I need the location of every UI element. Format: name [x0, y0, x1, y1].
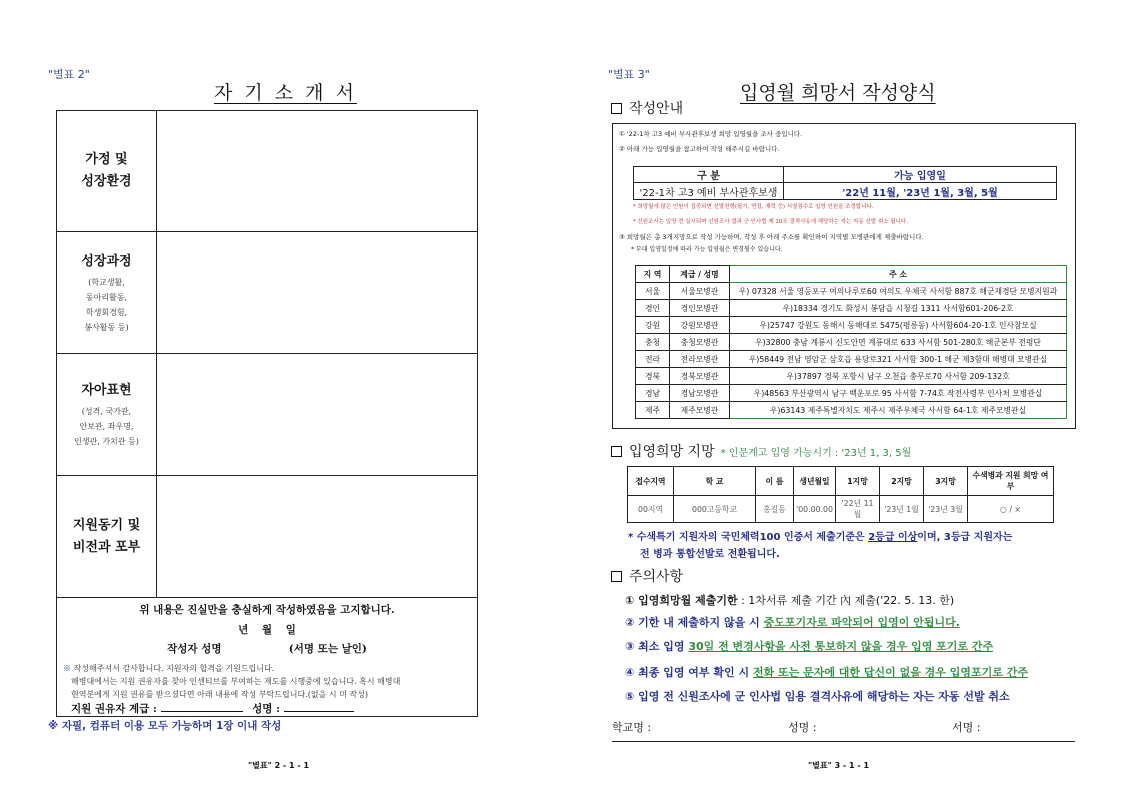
note-line-2: 해병대에서는 지원 권유자를 찾아 인센티브를 부여하는 제도를 시행중에 있습니다. 혹시 해병대 [71, 677, 401, 686]
form-tag-2: "별표 2" [48, 68, 90, 81]
table-row [636, 385, 1067, 402]
recon-note-3: 전 병과 통합선발로 전환됩니다. [640, 549, 780, 560]
wish-cell[interactable]: '23년 1월 [880, 496, 924, 523]
row-sub: 봉사활동 등) [84, 322, 129, 332]
section-guide-label: 작성안내 [629, 101, 684, 117]
caution-3-a: ③ 최소 입영 [625, 640, 689, 653]
sign-hint: (서명 또는 날인) [288, 643, 367, 655]
sign-label: 서명 : [952, 721, 981, 734]
row-label [57, 111, 157, 231]
row-label [57, 476, 157, 597]
declaration-block [57, 598, 477, 716]
officer-cell: 경남모병관 [670, 385, 730, 402]
table-row [636, 351, 1067, 368]
caution-3-u: 30일 전 변경사항을 사전 통보하지 않을 경우 입영 포기로 간주 [688, 640, 994, 653]
recon-note-2: 이며, 3등급 지원자는 [917, 532, 1013, 543]
wish-head: 이 름 [756, 467, 794, 496]
caution-1-a: ① 입영희망월 제출기한 [625, 594, 738, 607]
note-line-1: 작성해주셔서 감사합니다. 지원자의 합격을 기원드립니다. [73, 664, 275, 673]
wish-cell[interactable]: 홍길동 [756, 496, 794, 523]
table-row [628, 496, 1054, 523]
row-motivation [57, 476, 477, 598]
region-cell: 서울 [636, 283, 670, 300]
category-cell: '22-1차 고3 예비 부사관후보생 [634, 183, 784, 200]
wish-cell[interactable]: 000고등학교 [674, 496, 756, 523]
wish-head: 생년월일 [794, 467, 836, 496]
wish-head: 1지망 [836, 467, 880, 496]
row-growth [57, 232, 477, 354]
red-note-1: * 희망월에 많은 인원이 집중되면 선발전형(필기, 면접, 체력 등) 서열점수로 입영 인원을 조정합니다. [633, 204, 874, 210]
row-sub: (학교생활, [88, 277, 125, 287]
wish-head: 접수지역 [628, 467, 674, 496]
wish-cell[interactable]: '23년 3월 [924, 496, 968, 523]
col-category: 구 분 [634, 167, 784, 183]
guide-line-3: ③ 희망월은 총 3개지망으로 작성 가능하며, 작성 후 아래 주소를 확인하여 지역별 모병관에게 제출바랍니다. [619, 233, 924, 241]
recommender-line [71, 701, 354, 716]
table-row [636, 300, 1067, 317]
wish-head: 수색병과 지원 희망 여부 [968, 467, 1054, 496]
caution-4-u: 전화 또는 문자에 대한 답신이 없을 경우 입영포기로 간주 [752, 666, 1028, 679]
address-cell: 우)37897 경북 포항시 남구 오천읍 충무로70 사서함 209-132호 [730, 368, 1067, 385]
region-cell: 경남 [636, 385, 670, 402]
caution-2 [625, 614, 960, 630]
recon-note [628, 529, 1012, 563]
wish-cell[interactable]: 00지역 [628, 496, 674, 523]
row-family [57, 111, 477, 232]
section-caution-label: 주의사항 [629, 569, 684, 585]
region-cell: 경인 [636, 300, 670, 317]
officer-cell: 경인모병관 [670, 300, 730, 317]
checkbox-icon [611, 446, 622, 457]
checkbox-icon [611, 103, 622, 114]
wish-head: 2지망 [880, 467, 924, 496]
address-cell: 우)58449 전남 영암군 삼호읍 용당로321 사서함 300-1 해군 제3함대 해병대 모병관실 [730, 351, 1067, 368]
table-row [636, 317, 1067, 334]
address-cell: 우)25747 강원도 동해시 동해대로 5475(평릉동) 사서함604-20-1호 인사참모실 [730, 317, 1067, 334]
caution-4 [625, 664, 1028, 680]
note-mark: ※ [63, 664, 71, 673]
row-self-expression [57, 354, 477, 476]
address-cell: 우)48563 부산광역시 남구 백운포로 95 사서함 7-74호 작전사령부 인사처 모병관실 [730, 385, 1067, 402]
guide-line-4: * 부대 입영일정에 따라 가능 입영월은 변경될수 있습니다. [631, 246, 783, 253]
recommender-name-label: 성명 : [252, 703, 280, 715]
region-cell: 강원 [636, 317, 670, 334]
caution-1-b: : 1차서류 제출 기간 內 제출('22. 5. 13. 한) [737, 594, 955, 607]
checkbox-icon [611, 571, 622, 582]
region-cell: 제주 [636, 402, 670, 419]
region-cell: 충청 [636, 334, 670, 351]
address-cell: 우) 07328 서울 영등포구 여의나루로60 여의도 우체국 사서함 887호 해군재경단 모병지원과 [730, 283, 1067, 300]
row-label [57, 354, 157, 475]
officer-cell: 경북모병관 [670, 368, 730, 385]
rank-field[interactable] [161, 702, 243, 712]
address-cell: 우)18334 경기도 화성시 봉담읍 시청길 1311 사서함601-206-2호 [730, 300, 1067, 317]
section-guide [611, 98, 683, 118]
section-wish-label: 입영희망 지망 [629, 444, 715, 460]
recommender-rank-label: 지원 권유자 계급 : [71, 703, 157, 715]
guide-box [612, 123, 1076, 429]
page-footer-2: "별표" 2 - 1 - 1 [248, 761, 310, 770]
wish-cell[interactable]: '00.00.00 [794, 496, 836, 523]
region-cell: 전라 [636, 351, 670, 368]
col-available: 가능 입영일 [784, 167, 1057, 183]
form-tag-3: "별표 3" [608, 68, 650, 81]
table-row [636, 368, 1067, 385]
caution-2-u: 중도포기자로 파악되어 입영이 안됩니다. [763, 616, 960, 629]
officer-cell: 서울모병관 [670, 283, 730, 300]
address-cell: 우)63143 제주특별자치도 제주시 제주우체국 사서함 64-1호 제주모병관실 [730, 402, 1067, 419]
row-label [57, 232, 157, 353]
wish-period-note: * 인문계고 입영 가능시기 : '23년 1, 3, 5월 [720, 447, 912, 459]
writer-line [57, 641, 477, 656]
page-footer-3: "별표" 3 - 1 - 1 [808, 761, 870, 770]
section-wish [611, 441, 911, 461]
addr-head-rank: 계급 / 성명 [670, 266, 730, 283]
table-row [636, 402, 1067, 419]
available-date-table [633, 166, 1057, 200]
row-title: 자아표현 [81, 383, 132, 398]
guide-line-1: ① '22-1차 고3 예비 부사관후보생 희망 입영월을 조사 중입니다. [619, 130, 803, 138]
handwriting-note: ※ 자필, 컴퓨터 이용 모두 가능하며 1장 이내 작성 [48, 720, 282, 732]
caution-3 [625, 638, 993, 654]
signature-rule [612, 741, 1075, 742]
addr-head-region: 지 역 [636, 266, 670, 283]
wish-cell[interactable]: ○ / × [968, 496, 1054, 523]
addr-head-address: 주 소 [730, 266, 1067, 283]
address-cell: 우)32800 충남 계룡시 신도안면 계룡대로 633 사서함 501-280호 해군본부 전평단 [730, 334, 1067, 351]
guide-line-2: ② 아래 가능 입영월을 참고하여 작성 해주시길 바랍니다. [619, 145, 780, 153]
recon-note-grade: 2등급 이상 [868, 532, 918, 543]
officer-cell: 제주모병관 [670, 402, 730, 419]
wish-table [627, 466, 1054, 523]
address-table [635, 265, 1067, 419]
writer-label: 작성자 성명 [167, 643, 222, 655]
self-intro-form [56, 110, 478, 717]
row-title: 지원동기 및 [72, 517, 141, 533]
caution-1 [625, 592, 954, 608]
wish-cell[interactable]: '22년 11월 [836, 496, 880, 523]
row-sub: 학생회경험, [85, 307, 128, 317]
red-note-2: * 신원조사는 입영 전 실시되며 신원조사 결과 군 인사법 제 10조 결격사유에 해당하는 자는 자동 선발 취소 됩니다. [633, 219, 908, 225]
officer-cell: 충청모병관 [670, 334, 730, 351]
row-title: 가정 및 [85, 152, 128, 167]
wish-head: 3지망 [924, 467, 968, 496]
self-intro-title: 자 기 소 개 서 [214, 82, 357, 104]
row-title: 성장과정 [81, 253, 132, 269]
date-line: 년 월 일 [238, 624, 296, 636]
enlist-month-title: 입영월 희망서 작성양식 [740, 82, 936, 104]
caution-2-a: ② 기한 내 제출하지 않을 시 [625, 616, 764, 629]
row-sub: 인생관, 가치관 등) [74, 437, 139, 446]
recon-note-1: * 수색특기 지원자의 국민체력100 인증서 제출기준은 [628, 532, 869, 543]
caution-4-a: ④ 최종 입영 여부 확인 시 [625, 666, 753, 679]
officer-cell: 전라모병관 [670, 351, 730, 368]
officer-cell: 강원모병관 [670, 317, 730, 334]
available-cell: '22년 11월, '23년 1월, 3월, 5월 [784, 183, 1057, 200]
recommender-note [63, 662, 400, 701]
caution-5: ⑤ 입영 전 신원조사에 군 인사법 임용 결격사유에 해당하는 자는 자동 선발 취소 [625, 690, 1010, 703]
row-title-2: 비전과 포부 [72, 539, 141, 555]
row-title-2: 성장환경 [81, 174, 132, 189]
row-sub: (성격, 국가관, [81, 407, 132, 416]
declaration-text: 위 내용은 진실만을 충실하게 작성하였음을 고지합니다. [139, 604, 395, 616]
note-line-3: 현역분에게 지원 권유를 받으셨다면 아래 내용에 작성 부탁드립니다.(없을 시 미 작성) [71, 690, 368, 699]
table-row [636, 283, 1067, 300]
region-cell: 경북 [636, 368, 670, 385]
wish-head: 학 교 [674, 467, 756, 496]
name-label: 성명 : [788, 721, 817, 734]
row-sub: 동아리활동, [85, 292, 128, 302]
row-sub: 안보관, 좌우명, [79, 422, 134, 431]
section-caution [611, 566, 683, 586]
name-field[interactable] [284, 702, 354, 712]
school-label: 학교명 : [612, 721, 652, 734]
table-row [636, 334, 1067, 351]
